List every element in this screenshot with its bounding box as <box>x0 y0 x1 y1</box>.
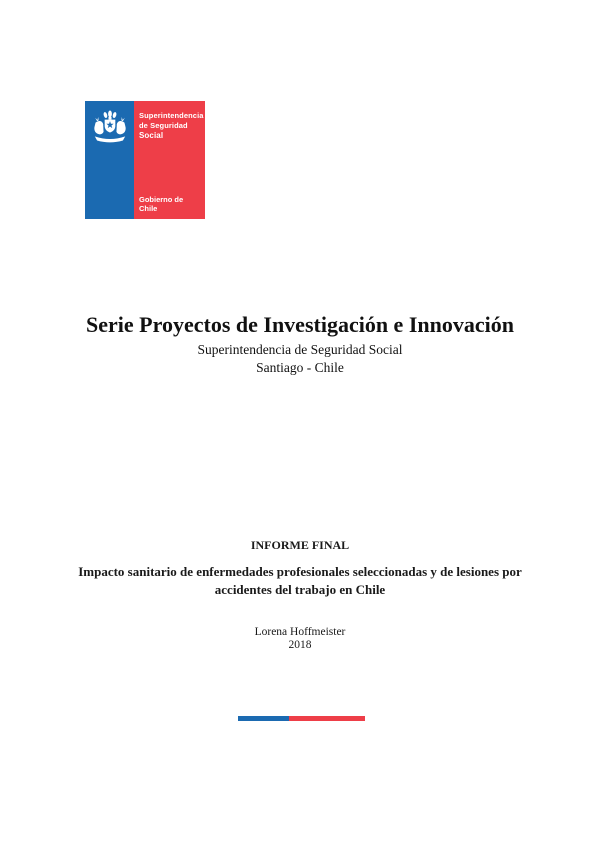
flag-bar-blue-segment <box>238 716 289 721</box>
title-block <box>0 311 600 377</box>
logo-org-line-2: de Seguridad <box>139 121 188 130</box>
chile-coat-of-arms-icon <box>91 109 129 219</box>
institution-subtitle <box>0 341 600 377</box>
logo-org-line-3: Social <box>139 131 164 140</box>
suseso-logo <box>85 101 205 219</box>
institution-name: Superintendencia de Seguridad Social <box>197 342 403 357</box>
report-label: INFORME FINAL <box>250 538 350 552</box>
publication-year: 2018 <box>288 638 312 651</box>
report-title-wrap <box>0 563 600 599</box>
author-block <box>0 626 600 651</box>
logo-red-panel <box>134 101 205 219</box>
logo-blue-panel <box>85 101 134 219</box>
logo-org-line-1: Superintendencia <box>139 111 204 120</box>
report-title: Impacto sanitario de enfermedades profesionales seleccionadas y de lesiones por accidentes del trabajo en Chile <box>78 564 522 597</box>
logo-gobierno-label: Gobierno de Chile <box>139 195 184 213</box>
flag-color-bar <box>238 716 365 721</box>
series-title: Serie Proyectos de Investigación e Innovación <box>86 312 514 337</box>
logo-org-name <box>139 111 203 141</box>
author-name: Lorena Hoffmeister <box>254 626 346 638</box>
flag-bar-red-segment <box>289 716 365 721</box>
location-line: Santiago - Chile <box>256 360 344 375</box>
